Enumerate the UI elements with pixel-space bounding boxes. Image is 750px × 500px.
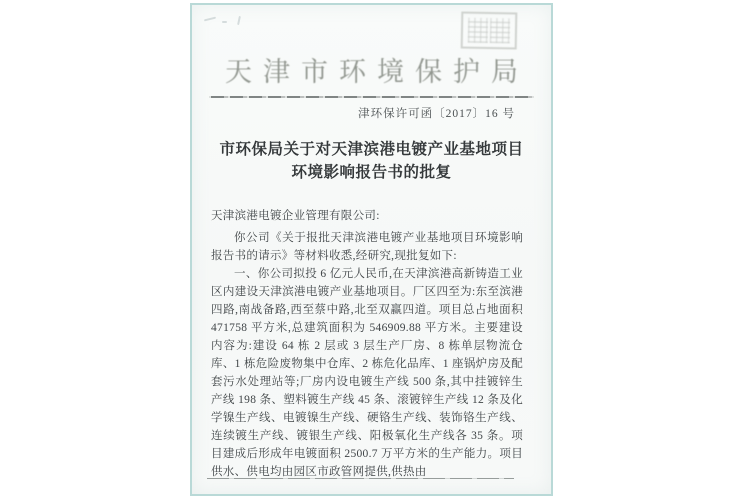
document-title-line2: 环境影响报告书的批复	[291, 164, 452, 181]
document-title	[192, 138, 551, 184]
agency-letterhead: 天津市环境保护局	[225, 57, 529, 87]
body-paragraph-approval-item-1: 一、你公司拟投 6 亿元人民币,在天津滨港高新铸造工业区内建设天津滨港电镀产业基地项目。厂区四至为:东至滨港四路,南战备路,西至蔡中路,北至双赢四道。项目总占地面积 471758 平方米,总建筑面积为 546909.88 平方米。主要建设内容为:建设 64 栋 2 层或 3 层生产厂房、8 栋单层物流仓库、1 栋危险废物集中仓库、2 栋危化品库、1 座锅炉房及配套污水处理站等;厂房内设电镀生产线 500 条,其中挂镀锌生产线 198 条、塑料镀生产线 45 条、滚镀锌生产线 12 条及化学镍生产线、电镀镍生产线、硬铬生产线、装饰铬生产线、连续镀生产线、镀银生产线、阳极氧化生产线各 35 条。项目建成后形成年电镀面积 2500.7 万平方米的生产能力。项目供水、供电均由园区市政管网提供,供热由	[211, 268, 523, 478]
document-page	[190, 3, 553, 496]
pencil-stroke	[204, 17, 216, 22]
corner-stamp	[461, 12, 518, 50]
pencil-stroke	[237, 16, 241, 25]
pencil-stroke	[222, 21, 227, 23]
stamp-mark	[468, 18, 488, 43]
stamp-mark	[490, 18, 510, 43]
letterhead-divider	[209, 96, 534, 98]
footer-divider	[207, 478, 514, 479]
body-paragraph-intro: 你公司《关于报批天津滨港电镀产业基地项目环境影响报告书的请示》等材料收悉,经研究,现批复如下:	[211, 232, 523, 262]
recipient-salutation: 天津滨港电镀企业管理有限公司:	[211, 210, 380, 222]
pencil-annotation	[204, 15, 256, 27]
letter-body	[211, 207, 523, 481]
document-number: 津环保许可函〔2017〕16 号	[358, 108, 515, 120]
document-title-line1: 市环保局关于对天津滨港电镀产业基地项目	[219, 141, 524, 158]
